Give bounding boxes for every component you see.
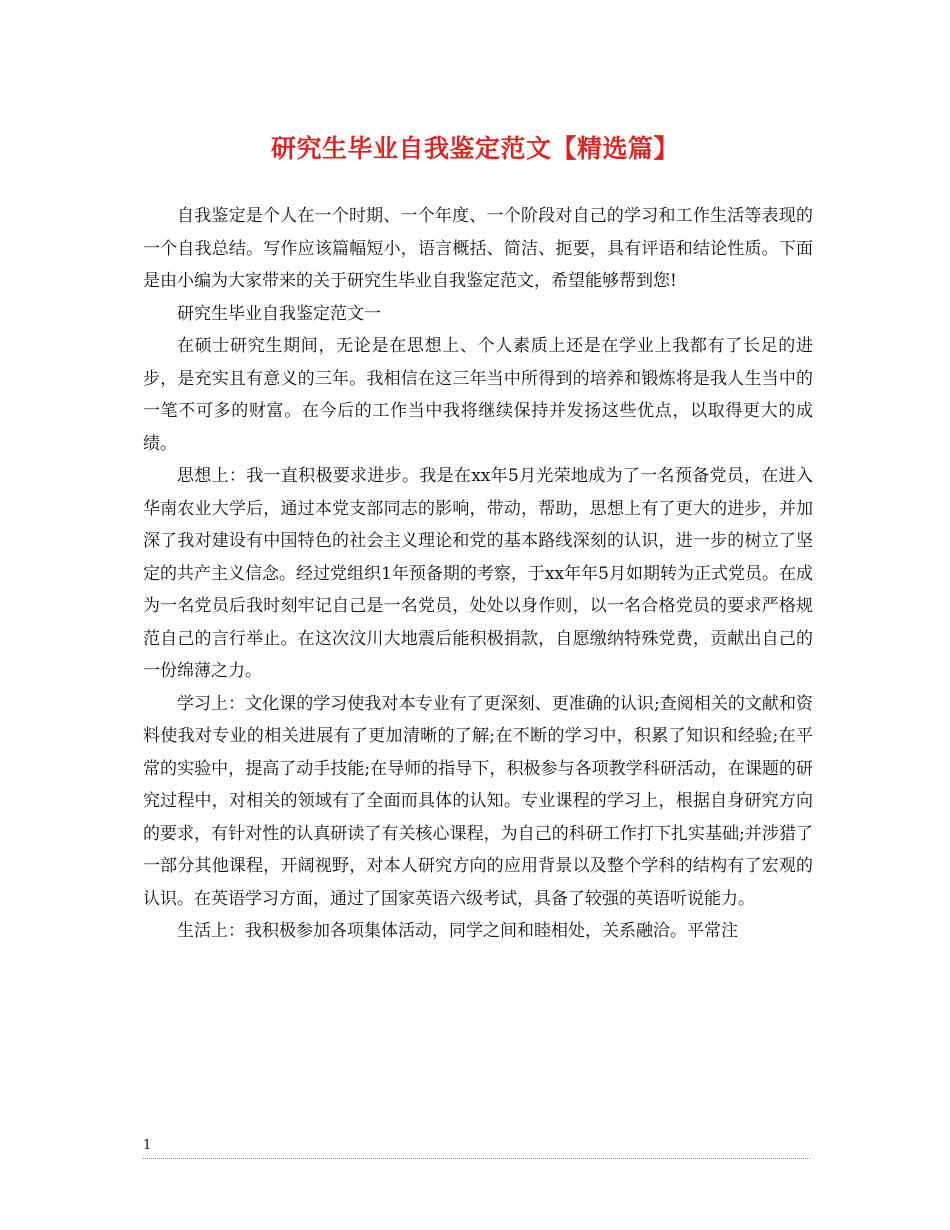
page-number: 1 (143, 1138, 152, 1153)
paragraph-study: 学习上：文化课的学习使我对本专业有了更深刻、更准确的认识;查阅相关的文献和资料使我对专业的相关进展有了更加清晰的了解;在不断的学习中，积累了知识和经验;在平常的实验中，提高了动手技能;在导师的指导下，积极参与各项教学科研活动，在课题的研究过程中，对相关的领域有了全面而具体的认知。专业课程的学习上，根据自身研究方向的要求，有针对性的认真研读了有关核心课程，为自己的科研工作打下扎实基础;并涉猎了一部分其他课程，开阔视野，对本人研究方向的应用背景以及整个学科的结构有了宏观的认识。在英语学习方面，通过了国家英语六级考试，具备了较强的英语听说能力。 (143, 693, 813, 909)
document-body (143, 200, 813, 948)
footer-divider (143, 1158, 810, 1159)
section-heading: 研究生毕业自我鉴定范文一 (177, 303, 381, 324)
document-title: 研究生毕业自我鉴定范文【精选篇】 (270, 134, 679, 163)
paragraph-intro: 自我鉴定是个人在一个时期、一个年度、一个阶段对自己的学习和工作生活等表现的一个自我总结。写作应该篇幅短小，语言概括、简洁、扼要，具有评语和结论性质。下面是由小编为大家带来的关于研究生毕业自我鉴定范文，希望能够帮到您! (143, 206, 813, 291)
paragraph-ideology: 思想上：我一直积极要求进步。我是在xx年5月光荣地成为了一名预备党员，在进入华南农业大学后，通过本党支部同志的影响，带动，帮助，思想上有了更大的进步，并加深了我对建设有中国特色的社会主义理论和党的基本路线深刻的认识，进一步的树立了坚定的共产主义信念。经过党组织1年预备期的考察，于xx年年5月如期转为正式党员。在成为一名党员后我时刻牢记自己是一名党员，处处以身作则，以一名合格党员的要求严格规范自己的言行举止。在这次汶川大地震后能积极捐款，自愿缴纳特殊党费，贡献出自己的一份绵薄之力。 (143, 466, 813, 681)
paragraph-overview: 在硕士研究生期间，无论是在思想上、个人素质上还是在学业上我都有了长足的进步，是充实且有意义的三年。我相信在这三年当中所得到的培养和锻炼将是我人生当中的一笔不可多的财富。在今后的工作当中我将继续保持并发扬这些优点，以取得更大的成绩。 (143, 336, 813, 454)
paragraph-life: 生活上：我积极参加各项集体活动，同学之间和睦相处，关系融洽。平常注 (177, 921, 738, 941)
